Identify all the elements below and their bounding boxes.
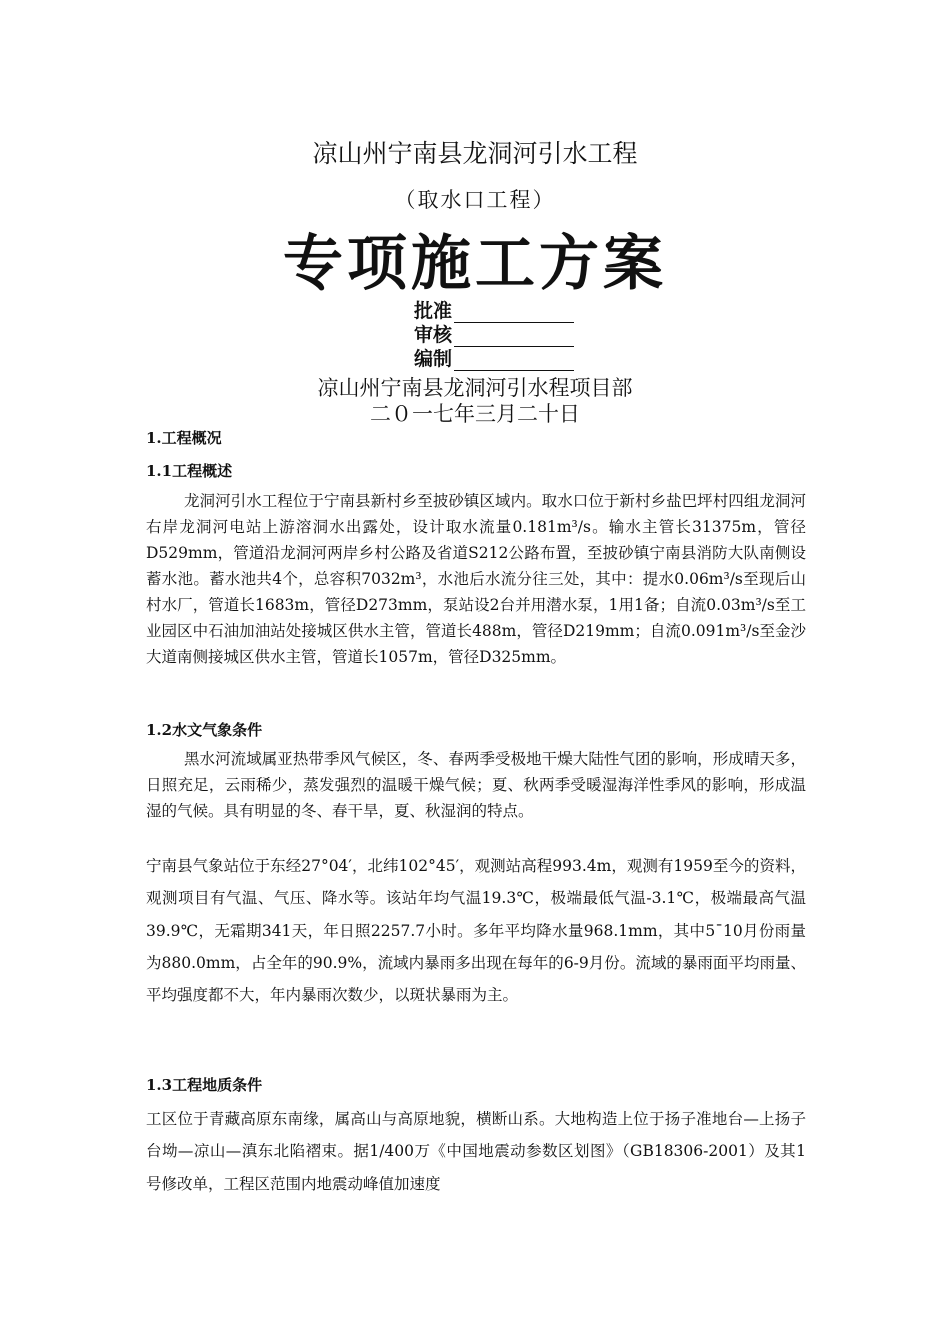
- review-blank: [454, 326, 574, 347]
- document-date: 二０一七年三月二十日: [370, 402, 580, 426]
- main-title: 专项施工方案: [283, 229, 667, 299]
- compile-label: 编制: [414, 348, 453, 370]
- review-label: 审核: [414, 324, 453, 346]
- section-1-heading: 1.工程概况: [146, 429, 222, 447]
- project-title: 凉山州宁南县龙洞河引水工程: [312, 139, 638, 168]
- approve-signature-line: [414, 299, 574, 323]
- section-1-1-text: 龙洞河引水工程位于宁南县新村乡至披砂镇区域内。取水口位于新村乡盐巴坪村四组龙洞河右岸龙洞河电站上游溶洞水出露处，设计取水流量0.181m³/s。输水主管长31375m，管径D529mm，管道沿龙洞河两岸乡村公路及省道S212公路布置，至披砂镇宁南县消防大队南侧设蓄水池。蓄水池共4个，总容积7032m³，水池后水流分往三处，其中：提水0.06m³/s至现后山村水厂，管道长1683m，管径D273mm，泵站设2台并用潜水泵，1用1备；自流0.03m³/s至工业园区中石油加油站处接城区供水主管，管道长488m，管径D219mm；自流0.091m³/s至金沙大道南侧接城区供水主管，管道长1057m，管径D325mm。: [146, 492, 806, 666]
- section-1-2-text: 黑水河流域属亚热带季风气候区，冬、春两季受极地干燥大陆性气团的影响，形成晴天多，日照充足，云雨稀少，蒸发强烈的温暖干燥气候；夏、秋两季受暖湿海洋性季风的影响，形成温湿的气候。具有明显的冬、春干旱，夏、秋湿润的特点。: [146, 750, 806, 820]
- section-1-2-heading: 1.2水文气象条件: [146, 721, 263, 739]
- section-1-1-heading: 1.1工程概述: [146, 462, 233, 480]
- approve-blank: [454, 302, 574, 323]
- compile-blank: [454, 350, 574, 371]
- review-signature-line: [414, 323, 574, 347]
- organization-name: 凉山州宁南县龙洞河引水程项目部: [317, 376, 633, 400]
- section-1-3-text: 工区位于青藏高原东南缘，属高山与高原地貌，横断山系。大地构造上位于扬子准地台—上扬子台坳—凉山—滇东北陷褶束。据1/400万《中国地震动参数区划图》（GB18306-2001）及其1号修改单，工程区范围内地震动峰值加速度: [146, 1110, 806, 1193]
- project-subtitle: （取水口工程）: [394, 188, 556, 212]
- compile-signature-line: [414, 347, 574, 371]
- section-1-2-text-2: 宁南县气象站位于东经27°04′，北纬102°45′，观测站高程993.4m，观测有1959至今的资料，观测项目有气温、气压、降水等。该站年均气温19.3℃，极端最低气温-3.1℃，极端最高气温39.9℃，无霜期341天，年日照2257.7小时。多年平均降水量968.1mm，其中5¯10月份雨量为880.0mm，占全年的90.9%，流域内暴雨多出现在每年的6-9月份。流域的暴雨面平均雨量、平均强度都不大，年内暴雨次数少，以斑状暴雨为主。: [146, 857, 806, 1005]
- approve-label: 批准: [414, 300, 453, 322]
- section-1-3-heading: 1.3工程地质条件: [146, 1076, 263, 1094]
